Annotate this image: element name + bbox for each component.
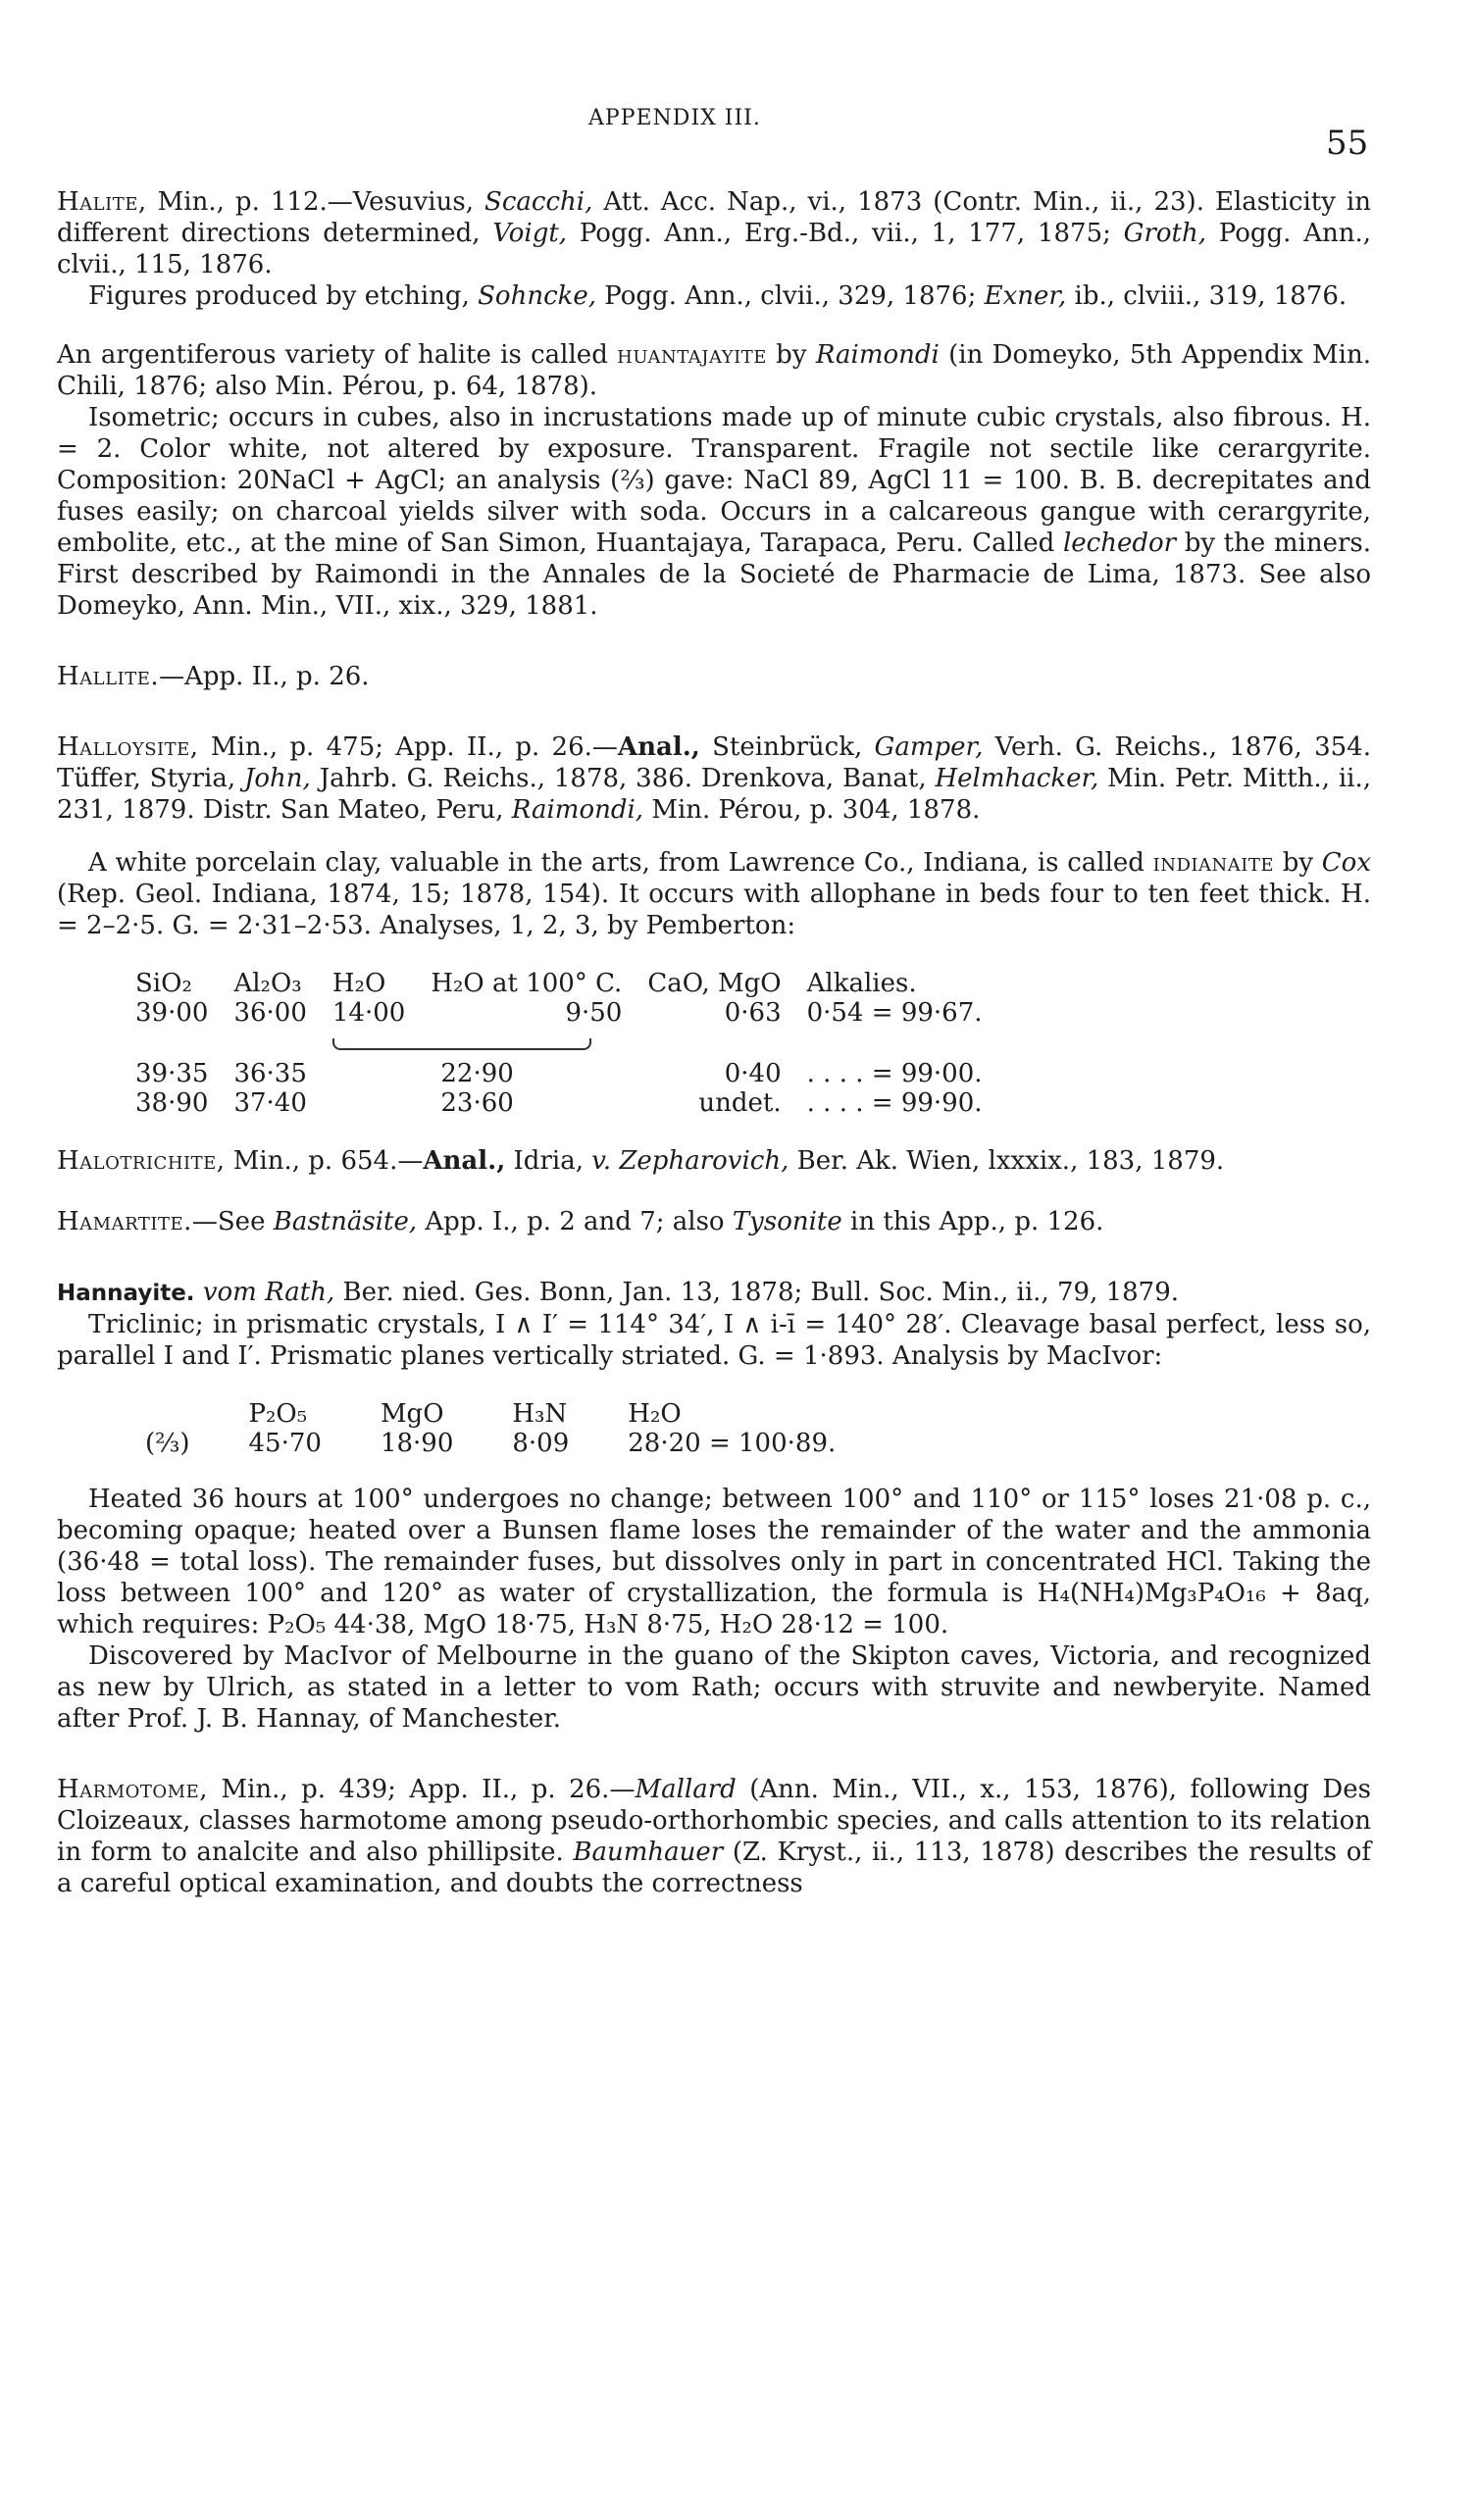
entry-title: Hannayite. [57, 1281, 195, 1306]
page-body [57, 186, 1371, 1899]
halloysite-paragraph-1: Halloysite, Min., p. 475; App. II., p. 26.—Anal., Steinbrück, Gamper, Verh. G. Reichs., 1876, 354. Tüffer, Styria, John, Jahrb. G. Reichs., 1878, 386. Drenkova, Banat, Helmhacker, Min. Petr. Mitth., ii., 231, 1879. Distr. San Mateo, Peru, Raimondi, Min. Pérou, p. 304, 1878. [57, 732, 1371, 825]
table-row: 38·90 37·40 23·60 undet. . . . . = 99·90. [135, 1088, 983, 1118]
hannayite-paragraph-2: Triclinic; in prismatic crystals, I ∧ I′ = 114° 34′, I ∧ i-ī = 140° 28′. Cleavage basal perfect, less so, parallel I and I′. Prismatic planes vertically striated. G. = 1·893. Analysis by MacIvor: [57, 1310, 1371, 1371]
entry-harmotome: Harmotome, Min., p. 439; App. II., p. 26.—Mallard (Ann. Min., VII., x., 153, 1876), following Des Cloizeaux, classes harmotome among pseudo-orthorhombic species, and calls attention to its relation in form to analcite and also phillipsite. Baumhauer (Z. Kryst., ii., 113, 1878) describes the results of a careful optical examination, and doubts the correctness [57, 1775, 1372, 1898]
table-row: 39·35 36·35 22·90 0·40 . . . . = 99·00. [135, 1059, 983, 1088]
table-header-row: SiO₂ Al₂O₃ H₂O H₂O at 100° C. CaO, MgO Alkalies. [135, 969, 917, 998]
halite-paragraph-3: An argentiferous variety of halite is called huantajayite by Raimondi (in Domeyko, 5th Appendix Min. Chili, 1876; also Min. Pérou, p. 64, 1878). [57, 340, 1371, 401]
hannayite-paragraph-1: Hannayite. vom Rath, Ber. nied. Ges. Bonn, Jan. 13, 1878; Bull. Soc. Min., ii., 79, 1879. [57, 1278, 1180, 1307]
table-header-row: P₂O₅ MgO H₃N H₂O [248, 1399, 682, 1429]
entry-hallite: Hallite.—App. II., p. 26. [57, 662, 370, 691]
entry-halite [57, 186, 1371, 622]
table-row: (⅔) 45·70 18·90 8·09 28·20 = 100·89. [145, 1429, 837, 1458]
entry-halotrichite: Halotrichite, Min., p. 654.—Anal., Idria, v. Zepharovich, Ber. Ak. Wien, lxxxix., 183, 1879. [57, 1146, 1225, 1176]
table-row: 39·00 36·00 14·00 9·50 0·63 0·54 = 99·67. [135, 998, 983, 1028]
entry-halloysite [57, 731, 1371, 1118]
entry-hannayite [57, 1277, 1371, 1735]
page-number: 55 [1326, 124, 1369, 163]
entry-title: Harmotome, [57, 1775, 209, 1804]
entry-title: Halotrichite, [57, 1146, 226, 1176]
hannayite-analysis-table [145, 1399, 894, 1458]
running-head: APPENDIX III. [588, 106, 761, 130]
hannayite-paragraph-4: Discovered by MacIvor of Melbourne in the guano of the Skipton caves, Victoria, and recognized as new by Ulrich, as stated in a letter to vom Rath; occurs with struvite and newberyite. Named after Prof. J. B. Hannay, of Manchester. [57, 1641, 1371, 1734]
entry-title: Hallite. [57, 662, 160, 691]
halite-paragraph-2: Figures produced by etching, Sohncke, Pogg. Ann., clvii., 329, 1876; Exner, ib., clviii., 319, 1876. [88, 281, 1348, 311]
hannayite-paragraph-3: Heated 36 hours at 100° undergoes no change; between 100° and 110° or 115° loses 21·08 p. c., becoming opaque; heated over a Bunsen flame loses the remainder of the water and the ammonia (36·48 = total loss). The remainder fuses, but dissolves only in part in concentrated HCl. Taking the loss between 100° and 120° as water of crystallization, the formula is H₄(NH₄)Mg₃P₄O₁₆ + 8aq, which requires: P₂O₅ 44·38, MgO 18·75, H₃N 8·75, H₂O 28·12 = 100. [57, 1485, 1371, 1639]
entry-title: Halloysite, [57, 732, 199, 762]
entry-hamartite: Hamartite.—See Bastnäsite, App. I., p. 2 and 7; also Tysonite in this App., p. 126. [57, 1207, 1104, 1236]
entry-title: Hamartite. [57, 1207, 192, 1236]
halite-paragraph-1: Halite, Min., p. 112.—Vesuvius, Scacchi, Att. Acc. Nap., vi., 1873 (Contr. Min., ii., 23). Elasticity in different directions determined, Voigt, Pogg. Ann., Erg.-Bd., vii., 1, 177, 1875; Groth, Pogg. Ann., clvii., 115, 1876. [57, 187, 1372, 279]
entry-title: Halite, [57, 187, 147, 217]
halite-paragraph-4: Isometric; occurs in cubes, also in incrustations made up of minute cubic crystals, also fibrous. H. = 2. Color white, not altered by exposure. Transparent. Fragile not sectile like cerargyrite. Composition: 20NaCl + AgCl; an analysis (⅔) gave: NaCl 89, AgCl 11 = 100. B. B. decrepitates and fuses easily; on charcoal yields silver with soda. Occurs in a calcareous gangue with cerargyrite, embolite, etc., at the mine of San Simon, Huantajaya, Tarapaca, Peru. Called lechedor by the miners. First described by Raimondi in the Annales de la Societé de Pharmacie de Lima, 1873. See also Domeyko, Ann. Min., VII., xix., 329, 1881. [57, 403, 1371, 621]
halloysite-analysis-table [135, 969, 1008, 1118]
halloysite-paragraph-2: A white porcelain clay, valuable in the arts, from Lawrence Co., Indiana, is called indianaite by Cox (Rep. Geol. Indiana, 1874, 15; 1878, 154). It occurs with allophane in beds four to ten feet thick. H. = 2–2·5. G. = 2·31–2·53. Analyses, 1, 2, 3, by Pemberton: [57, 848, 1371, 940]
brace-line [332, 1038, 591, 1050]
brace-row [135, 1028, 1008, 1059]
